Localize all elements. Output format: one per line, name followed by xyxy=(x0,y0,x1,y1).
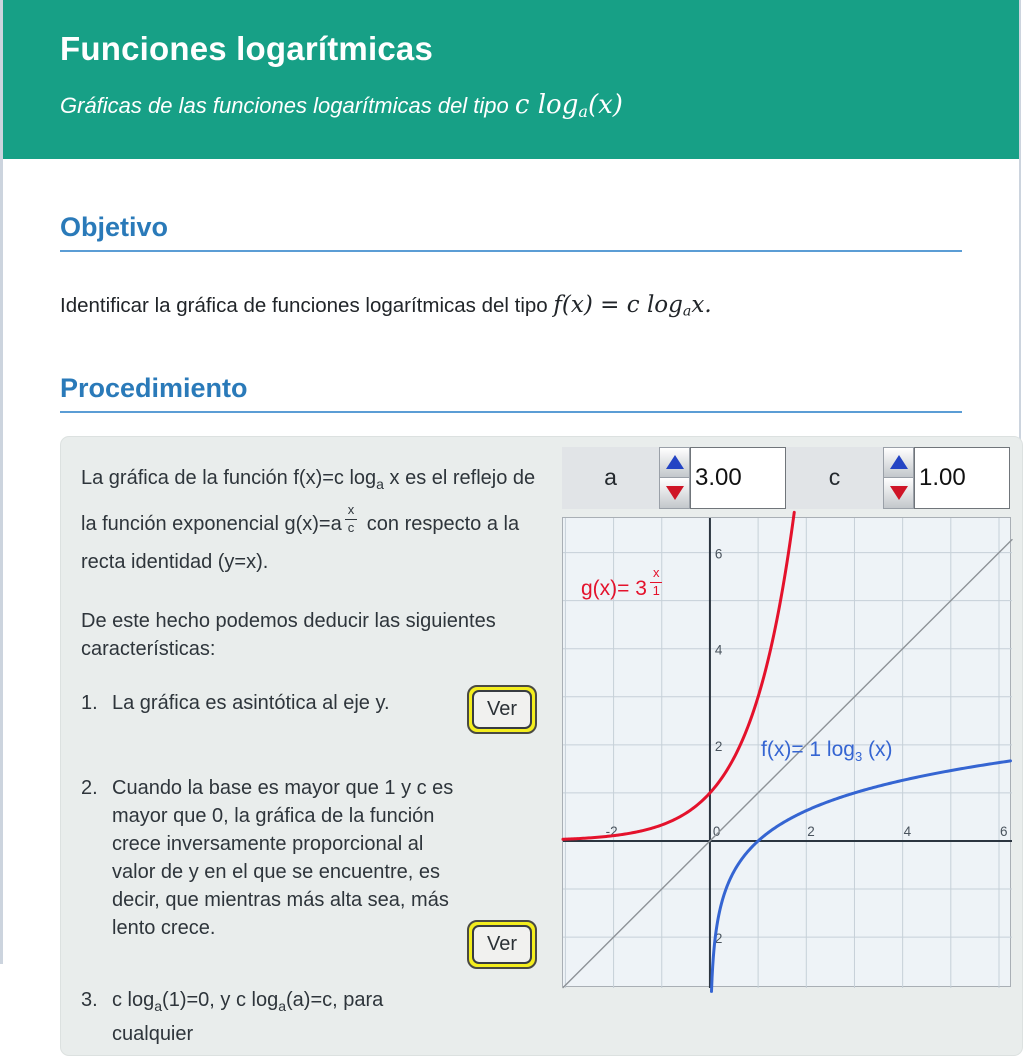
section-title-objetivo: Objetivo xyxy=(60,212,169,242)
section-divider xyxy=(60,411,962,413)
svg-text:6: 6 xyxy=(714,546,723,562)
g-exponent-fraction: $\frac{x}{1}$ xyxy=(650,566,663,599)
subtitle-math: c loga(x) xyxy=(514,90,623,122)
explanation-column xyxy=(81,459,546,1048)
svg-text:4: 4 xyxy=(714,642,723,658)
ver-button-2-label: Ver xyxy=(472,925,532,964)
svg-text:2: 2 xyxy=(714,738,723,754)
header xyxy=(3,0,1019,159)
param-a-label: a xyxy=(562,447,659,509)
exponent-fraction: $\frac{x}{c}$ xyxy=(345,503,358,536)
svg-text:2: 2 xyxy=(807,823,815,839)
section-title-procedimiento: Procedimiento xyxy=(60,372,248,403)
c-increment-button[interactable] xyxy=(883,447,914,479)
ver-button-1[interactable] xyxy=(467,685,537,734)
down-arrow-icon xyxy=(890,486,908,500)
a-decrement-button[interactable] xyxy=(659,477,690,509)
ver-button-1-label: Ver xyxy=(472,690,532,729)
applet-column xyxy=(562,447,1011,987)
paragraph-deduce: De este hecho podemos deducir las siguientes características: xyxy=(81,609,496,660)
page-subtitle xyxy=(60,90,962,121)
c-decrement-button[interactable] xyxy=(883,477,914,509)
up-arrow-icon xyxy=(890,455,908,469)
down-arrow-icon xyxy=(666,486,684,500)
objective-paragraph: Identificar la gráfica de funciones logarítmicas del tipo f(x) = c logax. xyxy=(60,292,712,320)
f-function-label: f(x)= 1 $\log_3 (x)$ xyxy=(761,737,893,764)
section-divider xyxy=(60,250,962,252)
svg-text:6: 6 xyxy=(999,823,1008,839)
a-value-input[interactable] xyxy=(690,447,786,509)
list-item-3: 3. c $\log_a(1)=0$, y c $\log_a(a)=c$, para cualquier xyxy=(81,988,384,1045)
g-function-label: g(x)= 3 $\frac{x}{1}$ xyxy=(581,566,666,601)
graph-canvas[interactable] xyxy=(562,517,1011,987)
svg-text:-2: -2 xyxy=(605,823,618,839)
param-c-label: c xyxy=(786,447,883,509)
applet-panel xyxy=(60,436,1023,1056)
list-item-2: 2. Cuando la base es mayor que 1 y c es mayor que 0, la gráfica de la función crece inversamente proporcional al valor de y en el que se encuentre, es decir, que mientras más alta sea, más lento crece. Ver xyxy=(81,774,546,942)
list-item-1: 1. La gráfica es asintótica al eje y. Ver xyxy=(81,689,546,717)
svg-text:2: 2 xyxy=(714,930,723,946)
objective-math: f(x) = c logax. xyxy=(553,292,712,320)
subtitle-text: Gráficas de las funciones logarítmicas del tipo xyxy=(60,93,509,118)
up-arrow-icon xyxy=(666,455,684,469)
svg-text:0: 0 xyxy=(712,823,721,839)
param-c-spinner xyxy=(883,447,914,509)
svg-text:4: 4 xyxy=(903,823,912,839)
c-value-input[interactable] xyxy=(914,447,1010,509)
paragraph-reflection: La gráfica de la función f(x)=c $\log_a x$ es el reflejo de la función exponencial g(x)=a $\frac{x}{c}$ con respecto a la recta identidad (y=x). xyxy=(81,466,536,573)
page-title: Funciones logarítmicas xyxy=(60,30,433,67)
parameter-controls xyxy=(562,447,1011,509)
a-increment-button[interactable] xyxy=(659,447,690,479)
param-a-spinner xyxy=(659,447,690,509)
ver-button-2[interactable] xyxy=(467,920,537,969)
main-content xyxy=(3,212,1019,1056)
